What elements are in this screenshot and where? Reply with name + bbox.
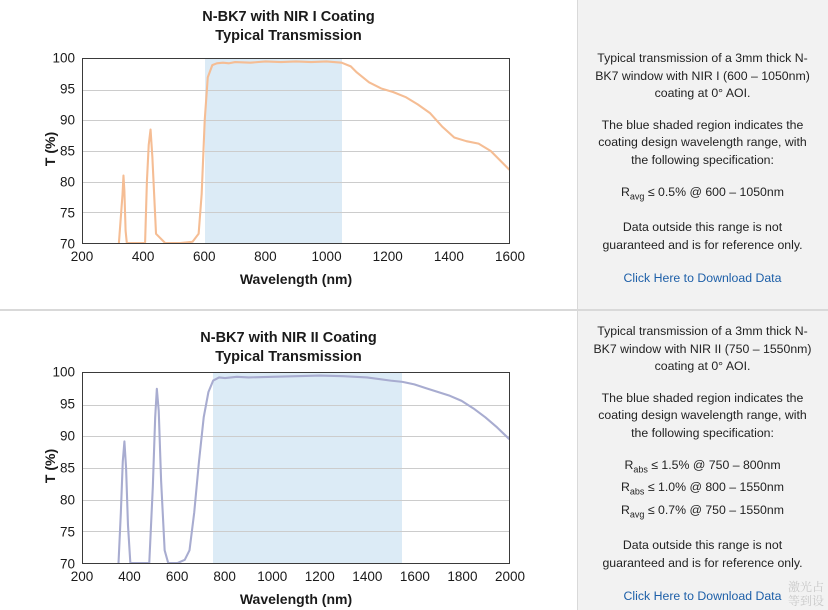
xtick2-2000: 2000 <box>494 569 526 584</box>
spec-sub: abs <box>633 464 648 475</box>
spec-list-nir-ii <box>591 456 814 523</box>
chart-title-block-nir-ii <box>0 311 577 367</box>
transmission-curve-nir-i <box>83 59 509 243</box>
ytick-90: 90 <box>59 112 75 128</box>
panel-divider-vertical-1 <box>577 0 578 309</box>
spec-prefix: R <box>624 458 634 472</box>
ytick2-85: 85 <box>59 460 75 476</box>
y-axis-label-nir-i: T (%) <box>42 131 58 167</box>
side-intro-nir-ii: Typical transmission of a 3mm thick N-BK7 window with NIR II (750 – 1550nm) coating at 0° AOI. <box>593 324 812 373</box>
side-intro-nir-i: Typical transmission of a 3mm thick N-BK7 window with NIR I (600 – 1050nm) coating at 0° AOI. <box>595 51 810 100</box>
xtick-1600: 1600 <box>494 249 526 264</box>
xtick2-1400: 1400 <box>352 569 383 584</box>
spec-list-nir-i <box>591 183 814 205</box>
xtick2-1600: 1600 <box>399 569 430 584</box>
side-panel-nir-ii <box>577 311 828 610</box>
spec-rest: ≤ 1.0% @ 800 – 1550nm <box>644 480 784 495</box>
xtick-800: 800 <box>254 249 277 264</box>
chart-title-block-nir-i <box>0 0 577 46</box>
xtick-400: 400 <box>131 249 155 264</box>
chart-title-line1: N-BK7 with NIR I Coating <box>202 9 375 25</box>
xtick2-200: 200 <box>70 569 94 584</box>
xtick2-400: 400 <box>118 569 141 584</box>
xtick2-1200: 1200 <box>304 569 335 584</box>
ytick-85: 85 <box>59 143 75 159</box>
ytick2-70: 70 <box>59 556 75 572</box>
plot-nir-ii <box>42 364 526 607</box>
y-axis-label-nir-ii: T (%) <box>42 448 58 484</box>
xtick2-1800: 1800 <box>447 569 478 584</box>
ytick-75: 75 <box>59 205 75 221</box>
xtick2-600: 600 <box>165 569 189 584</box>
spec-rest: ≤ 0.5% @ 600 – 1050nm <box>644 185 784 199</box>
plot-frame-nir-ii <box>82 372 510 564</box>
x-axis-label-nir-ii: Wavelength (nm) <box>239 591 353 607</box>
spec-rest: ≤ 1.5% @ 750 – 800nm <box>647 458 781 472</box>
download-data-link-nir-ii[interactable]: Click Here to Download Data <box>623 589 782 604</box>
watermark-line1: 激光占 <box>787 580 824 594</box>
xtick-1000: 1000 <box>311 249 342 264</box>
chart-title-line2: Typical Transmission <box>215 28 362 44</box>
xtick-1200: 1200 <box>372 249 403 264</box>
ytick2-95: 95 <box>59 396 75 412</box>
spec-line-2 <box>591 478 814 500</box>
spec-prefix: R <box>621 502 630 517</box>
side-blue-note-nir-ii: The blue shaded region indicates the coating design wavelength range, with the following specification: <box>598 390 807 440</box>
plot-nir-i <box>42 50 526 287</box>
xtick2-1000: 1000 <box>257 569 288 584</box>
xtick-200: 200 <box>70 249 94 264</box>
download-data-link-nir-i[interactable]: Click Here to Download Data <box>623 271 782 286</box>
side-panel-nir-i <box>577 0 828 309</box>
chart-title-line2-2: Typical Transmission <box>215 349 362 365</box>
spec-prefix: R <box>621 185 630 199</box>
ytick-80: 80 <box>59 174 75 190</box>
panel-divider-vertical-2 <box>577 311 578 610</box>
transmission-curve-nir-ii <box>83 373 509 563</box>
plot-frame-nir-i <box>82 58 510 244</box>
xtick2-800: 800 <box>213 569 236 584</box>
spec-sub: avg <box>629 509 645 520</box>
x-axis-label-nir-i: Wavelength (nm) <box>239 271 353 287</box>
spec-line-1 <box>591 456 814 478</box>
xtick-600: 600 <box>193 249 216 264</box>
spec-line-3 <box>591 501 814 523</box>
chart-area-nir-i <box>0 0 577 309</box>
spec-line-1 <box>591 183 814 205</box>
ytick-100: 100 <box>52 50 75 66</box>
ytick2-75: 75 <box>59 524 75 540</box>
ytick2-100: 100 <box>52 364 75 380</box>
spec-sub: avg <box>629 191 645 202</box>
ytick-95: 95 <box>59 81 75 97</box>
side-disclaimer-nir-i: Data outside this range is not guaranteed and is for reference only. <box>602 220 803 252</box>
ytick2-80: 80 <box>59 492 75 508</box>
spec-sub: abs <box>629 486 645 497</box>
spec-prefix: R <box>621 480 630 495</box>
chart-title-line1-2: N-BK7 with NIR II Coating <box>200 330 377 346</box>
ytick2-90: 90 <box>59 428 75 444</box>
watermark-line2: 等到设 <box>787 594 824 608</box>
side-disclaimer-nir-ii: Data outside this range is not guaranteed and is for reference only. <box>602 538 803 570</box>
spec-rest: ≤ 0.7% @ 750 – 1550nm <box>644 502 784 517</box>
xtick-1400: 1400 <box>433 249 464 264</box>
ytick-70: 70 <box>59 236 75 252</box>
side-blue-note-nir-i: The blue shaded region indicates the coating design wavelength range, with the following specification: <box>598 117 807 167</box>
